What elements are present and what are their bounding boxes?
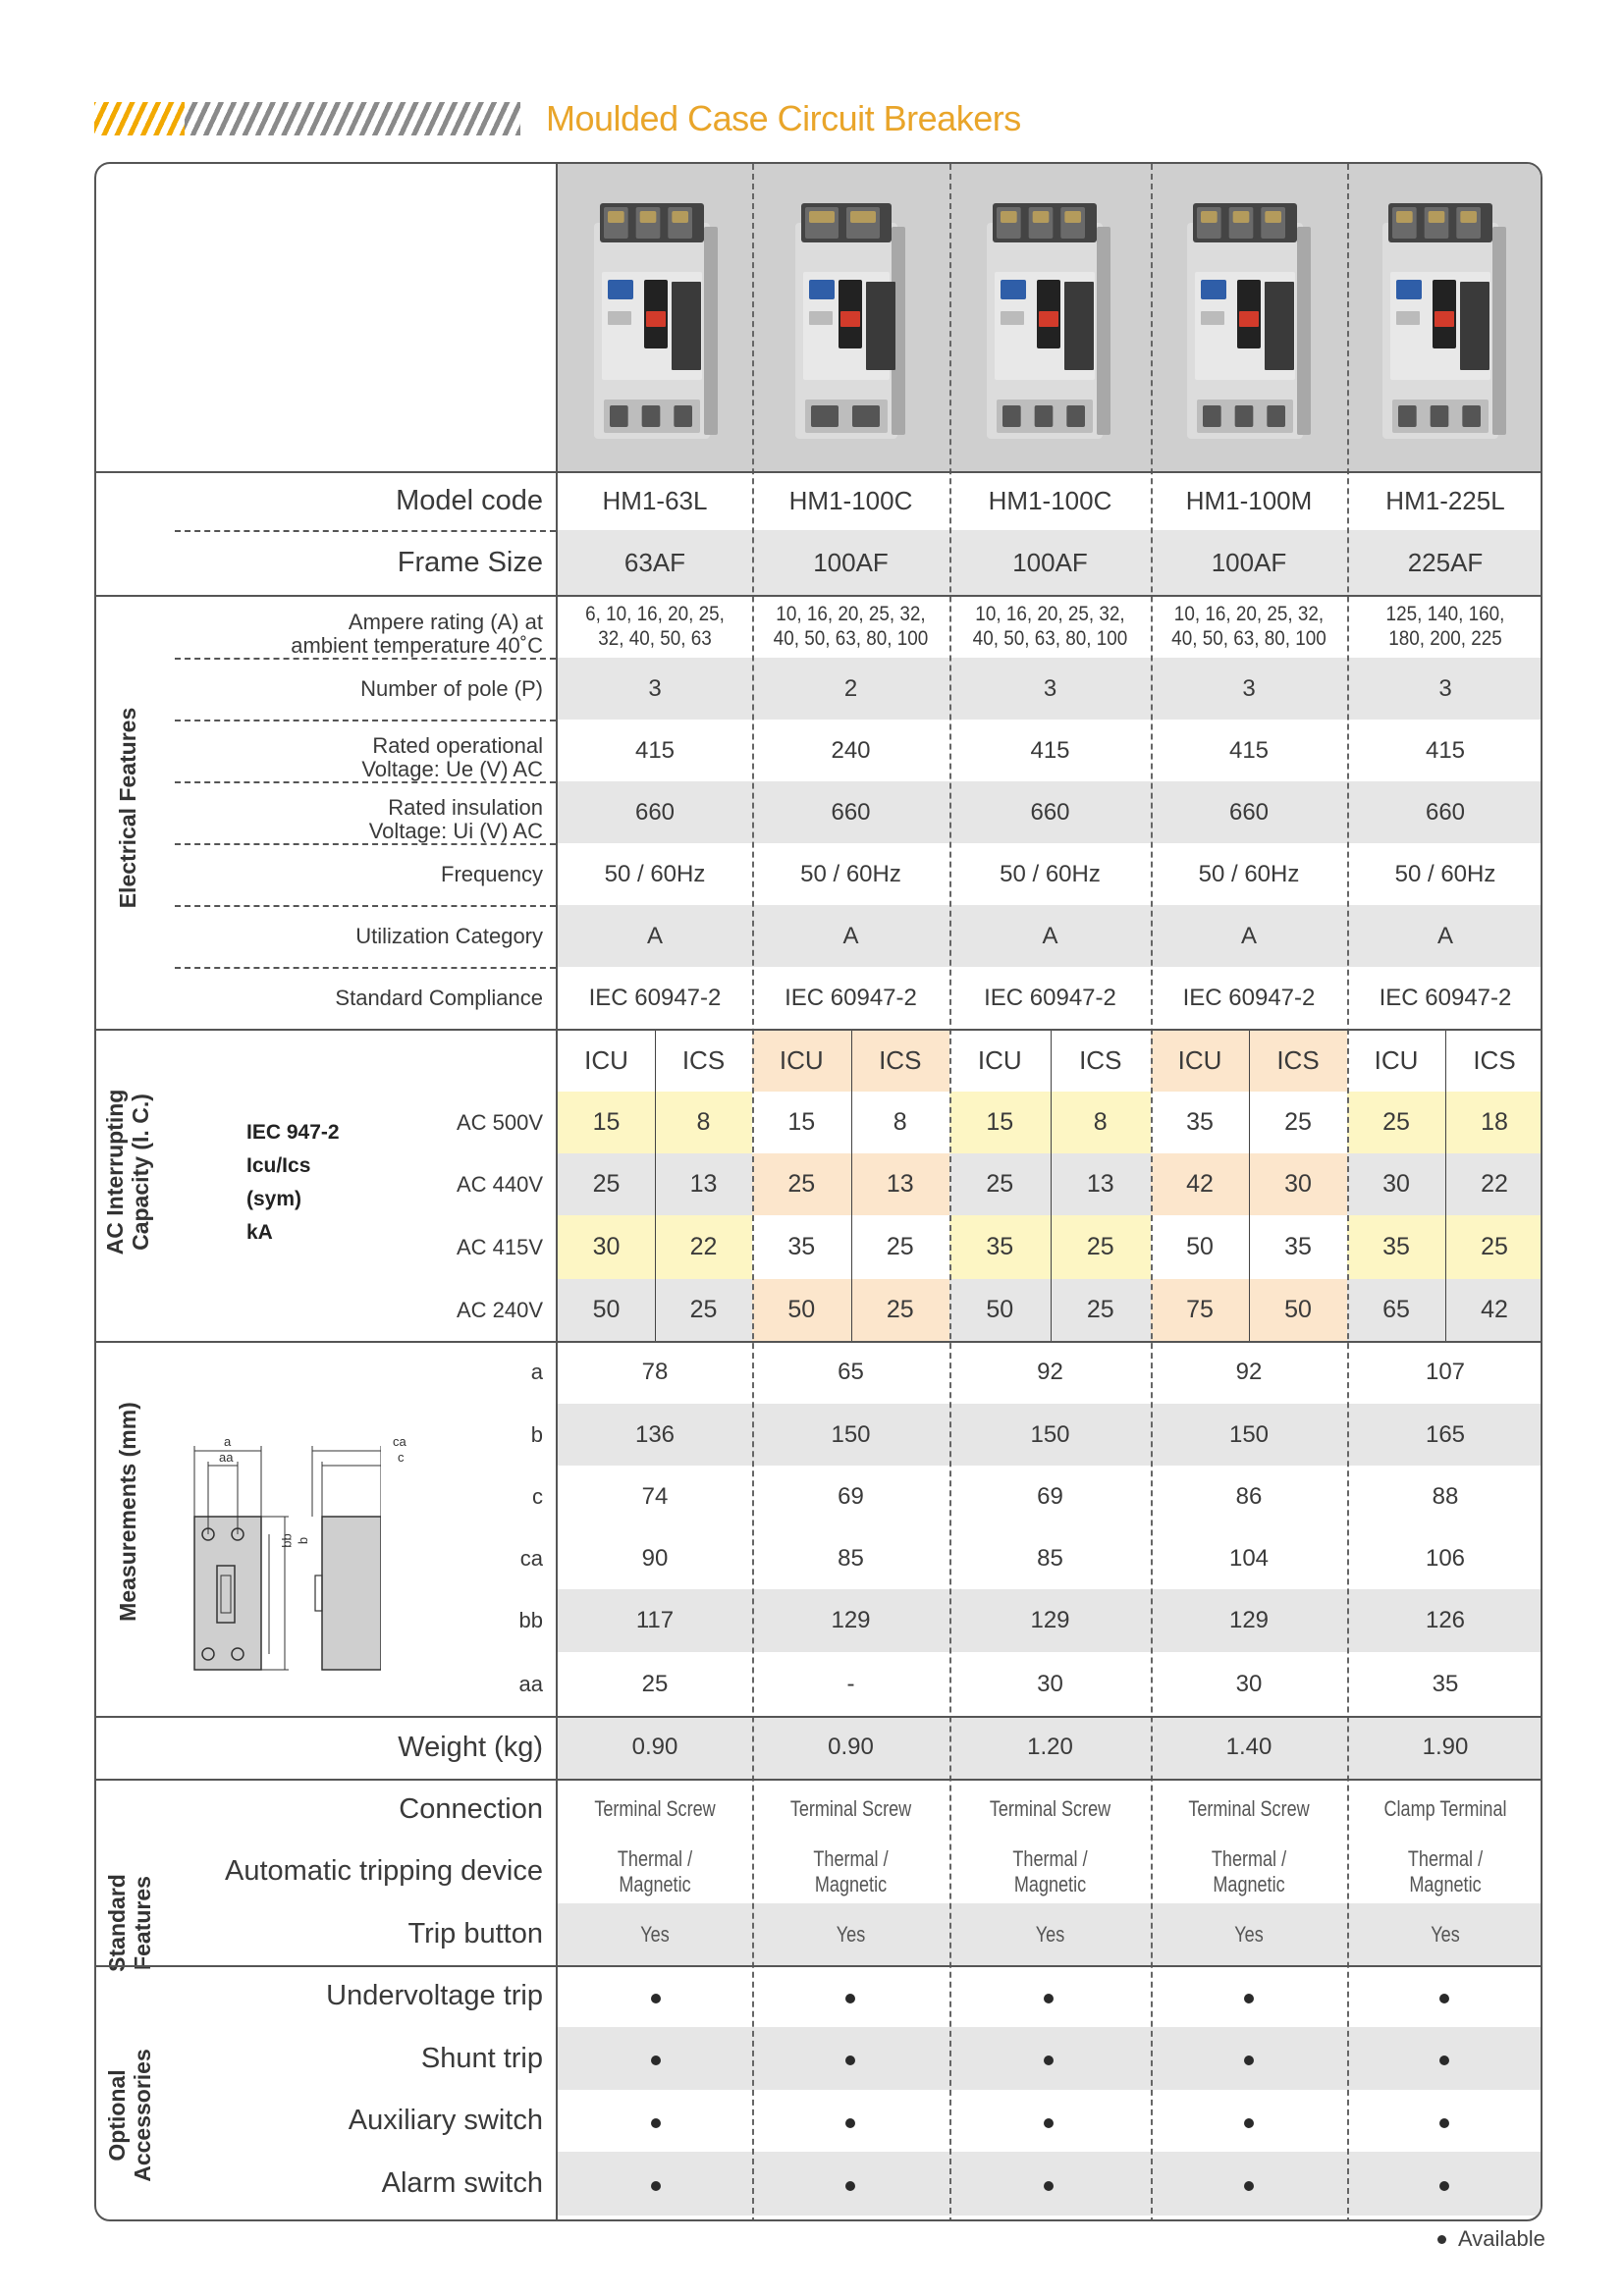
section-standard-features: Standard Features	[104, 1874, 155, 1972]
ca-value: 85	[838, 1544, 864, 1572]
ac415-ics-value: 25	[886, 1233, 914, 1260]
trip_button-label: Trip button	[407, 1918, 543, 1949]
ac240-icu-value: 75	[1186, 1296, 1214, 1323]
poles-value: 3	[1242, 674, 1256, 702]
available-bullet-icon	[1044, 1994, 1054, 2003]
ca-label: ca	[519, 1545, 543, 1571]
bb-value: 129	[1228, 1607, 1270, 1633]
ac500-label: AC 500V	[456, 1109, 543, 1135]
dimension-diagram	[175, 1418, 381, 1674]
connection-value: Terminal Screw	[989, 1796, 1111, 1821]
ampere-value: 10, 16, 20, 25, 32, 40, 50, 63, 80, 100	[972, 603, 1128, 650]
available-bullet-icon	[845, 2181, 855, 2191]
breaker-image-4	[1382, 203, 1506, 449]
icu-header: ICU	[584, 1044, 628, 1075]
diagram-label-ca: ca	[393, 1434, 406, 1449]
freq-label: Frequency	[441, 861, 543, 886]
bb-value: 126	[1425, 1607, 1466, 1633]
ac500-icu-value: 35	[1186, 1108, 1214, 1136]
ue-label: Rated operational Voltage: Ue (V) AC	[361, 733, 543, 781]
ac500-icu-value: 15	[592, 1108, 621, 1136]
poles-label: Number of pole (P)	[360, 675, 543, 701]
ac500-ics-value: 25	[1284, 1108, 1312, 1136]
poles-value: 3	[648, 674, 662, 702]
poles-value: 3	[1043, 674, 1057, 702]
c-value: 86	[1235, 1482, 1263, 1510]
std-value: IEC 60947-2	[1379, 984, 1512, 1011]
util-value: A	[1042, 922, 1058, 949]
weight-value: 0.90	[828, 1734, 874, 1760]
icu-ics-divider	[655, 1029, 656, 1341]
aa-value: -	[846, 1670, 855, 1697]
model-value: HM1-100C	[788, 485, 913, 515]
ac440-ics-value: 30	[1284, 1170, 1312, 1198]
trip_button-value: Yes	[640, 1921, 670, 1947]
ca-value: 106	[1425, 1544, 1466, 1572]
ac415-ics-value: 25	[1086, 1233, 1114, 1260]
available-bullet-icon	[845, 1994, 855, 2003]
section-electrical-features: Electrical Features	[115, 707, 140, 909]
section-optional-accessories: Optional Accessories	[104, 2049, 155, 2182]
available-bullet-icon	[1044, 2056, 1054, 2065]
row-separator	[175, 720, 556, 721]
row-separator	[175, 530, 556, 532]
ac440-label: AC 440V	[456, 1171, 543, 1197]
undervoltage-label: Undervoltage trip	[326, 1980, 543, 2011]
connection-value: Terminal Screw	[1188, 1796, 1310, 1821]
breaker-image-2	[987, 203, 1110, 449]
ampere-value: 6, 10, 16, 20, 25, 32, 40, 50, 63	[585, 603, 725, 650]
diagram-label-b: b	[296, 1536, 311, 1545]
header-stripes	[94, 102, 520, 135]
ac415-icu-value: 50	[1186, 1233, 1214, 1260]
ac440-icu-value: 25	[986, 1170, 1014, 1198]
icu-ics-divider	[1051, 1029, 1052, 1341]
ac240-icu-value: 50	[787, 1296, 816, 1323]
ue-value: 415	[1030, 736, 1070, 764]
std-value: IEC 60947-2	[588, 984, 722, 1011]
tripping-value: Thermal / Magnetic	[617, 1845, 693, 1896]
std-value: IEC 60947-2	[984, 984, 1116, 1011]
ue-value: 415	[634, 736, 676, 764]
util-value: A	[646, 922, 663, 949]
ac415-ics-value: 25	[1481, 1233, 1508, 1260]
util-value: A	[1240, 922, 1257, 949]
bullet-icon	[1437, 2235, 1446, 2244]
available-bullet-icon	[1244, 1994, 1254, 2003]
c-value: 74	[641, 1482, 669, 1510]
ca-value: 85	[1037, 1544, 1063, 1572]
iec-note: IEC 947-2 Icu/Ics (sym) kA	[246, 1121, 340, 1244]
util-value: A	[842, 922, 859, 949]
util-label: Utilization Category	[355, 923, 543, 948]
ac440-ics-value: 22	[1481, 1170, 1508, 1198]
aa-value: 30	[1235, 1670, 1263, 1697]
c-value: 69	[838, 1482, 864, 1510]
available-bullet-icon	[651, 1994, 661, 2003]
section-separator	[96, 1341, 1543, 1343]
section-separator	[96, 1779, 1543, 1781]
ampere-value: 10, 16, 20, 25, 32, 40, 50, 63, 80, 100	[1171, 603, 1326, 650]
available-bullet-icon	[1439, 2181, 1449, 2191]
diagram-label-a: a	[224, 1434, 232, 1449]
connection-label: Connection	[399, 1792, 543, 1825]
spec-table	[94, 162, 1543, 2221]
ac240-ics-value: 25	[886, 1296, 914, 1323]
util-value: A	[1436, 922, 1453, 949]
ac240-ics-value: 50	[1284, 1296, 1312, 1323]
ac500-ics-value: 8	[1093, 1108, 1108, 1136]
section-ac-interrupting: AC Interrupting Capacity (I. C.)	[102, 1089, 153, 1255]
ac440-icu-value: 25	[592, 1170, 621, 1198]
row-separator	[175, 843, 556, 845]
breaker-image-3	[1187, 203, 1311, 449]
ics-header: ICS	[1473, 1044, 1516, 1075]
legend-label: Available	[1458, 2226, 1545, 2251]
ac415-icu-value: 35	[787, 1233, 816, 1260]
breaker-image-1	[795, 203, 905, 449]
available-bullet-icon	[651, 2056, 661, 2065]
icu-header: ICU	[977, 1044, 1022, 1075]
section-separator	[96, 1965, 1543, 1967]
freq-value: 50 / 60Hz	[604, 860, 706, 887]
available-bullet-icon	[1044, 2181, 1054, 2191]
frame-value: 225AF	[1407, 547, 1484, 577]
icu-ics-divider	[851, 1029, 852, 1341]
aa-label: aa	[518, 1671, 543, 1696]
ac415-icu-value: 35	[1382, 1233, 1410, 1260]
tripping-value: Thermal / Magnetic	[1407, 1845, 1484, 1896]
shunt-label: Shunt trip	[420, 2042, 543, 2074]
available-bullet-icon	[651, 2181, 661, 2191]
ac240-label: AC 240V	[456, 1297, 543, 1322]
ui-value: 660	[1425, 798, 1466, 826]
model-value: HM1-100C	[988, 485, 1112, 515]
row-separator	[175, 658, 556, 660]
ac440-ics-value: 13	[689, 1170, 718, 1198]
ac500-ics-value: 18	[1481, 1108, 1508, 1136]
row-separator	[175, 967, 556, 969]
trip_button-value: Yes	[1234, 1921, 1264, 1947]
frame-value: 100AF	[1211, 547, 1287, 577]
breaker-image-0	[594, 203, 718, 449]
b-label: b	[530, 1421, 543, 1447]
ac240-icu-value: 50	[986, 1296, 1014, 1323]
bb-value: 129	[1030, 1607, 1070, 1633]
ac440-icu-value: 42	[1186, 1170, 1214, 1198]
frame-label: Frame Size	[397, 546, 543, 578]
ac500-icu-value: 15	[787, 1108, 816, 1136]
a-value: 92	[1235, 1359, 1263, 1385]
b-value: 150	[1030, 1420, 1070, 1448]
ac240-ics-value: 42	[1481, 1296, 1508, 1323]
tripping-label: Automatic tripping device	[225, 1855, 543, 1887]
ca-value: 90	[641, 1544, 669, 1572]
connection-value: Terminal Screw	[594, 1796, 716, 1821]
ac240-icu-value: 65	[1382, 1296, 1410, 1323]
weight-label: Weight (kg)	[398, 1731, 543, 1763]
section-separator	[96, 1716, 1543, 1718]
ue-value: 415	[1228, 736, 1270, 764]
b-value: 150	[831, 1420, 871, 1448]
ics-header: ICS	[879, 1044, 922, 1075]
ac500-icu-value: 25	[1382, 1108, 1410, 1136]
a-label: a	[530, 1360, 543, 1384]
connection-value: Clamp Terminal	[1383, 1796, 1507, 1821]
frame-value: 100AF	[1012, 547, 1088, 577]
aa-value: 30	[1037, 1670, 1063, 1697]
diagram-label-bb: bb	[279, 1533, 295, 1548]
ac500-icu-value: 15	[986, 1108, 1014, 1136]
weight-value: 1.40	[1225, 1734, 1272, 1760]
row-separator	[175, 781, 556, 783]
diagram-label-aa: aa	[219, 1450, 234, 1465]
available-bullet-icon	[1044, 2118, 1054, 2128]
a-value: 78	[641, 1359, 669, 1385]
ac500-ics-value: 8	[893, 1108, 907, 1136]
legend-available	[1437, 2226, 1545, 2252]
b-value: 165	[1425, 1420, 1466, 1448]
connection-value: Terminal Screw	[789, 1796, 912, 1821]
section-separator	[96, 1029, 1543, 1031]
std-value: IEC 60947-2	[785, 984, 917, 1011]
available-bullet-icon	[1439, 2118, 1449, 2128]
tripping-value: Thermal / Magnetic	[1211, 1845, 1287, 1896]
ics-header: ICS	[1276, 1044, 1320, 1075]
trip_button-value: Yes	[1035, 1921, 1065, 1947]
row-separator	[302, 1279, 556, 1281]
ac415-ics-value: 22	[689, 1233, 718, 1260]
auxiliary-label: Auxiliary switch	[348, 2105, 543, 2136]
ac440-icu-value: 30	[1382, 1170, 1410, 1198]
ui-label: Rated insulation Voltage: Ui (V) AC	[368, 795, 543, 843]
model-label: Model code	[396, 484, 543, 516]
a-value: 107	[1425, 1359, 1466, 1385]
model-value: HM1-225L	[1385, 485, 1505, 515]
frame-value: 63AF	[623, 547, 686, 577]
section-separator	[96, 595, 1543, 597]
ac415-icu-value: 30	[592, 1233, 621, 1260]
ui-value: 660	[634, 798, 676, 826]
bb-value: 117	[635, 1607, 675, 1633]
weight-value: 0.90	[631, 1734, 678, 1760]
c-value: 69	[1037, 1482, 1063, 1510]
c-label: c	[532, 1483, 543, 1509]
ac415-icu-value: 35	[986, 1233, 1014, 1260]
poles-value: 2	[843, 674, 858, 702]
a-value: 92	[1037, 1359, 1063, 1385]
icu-header: ICU	[1177, 1044, 1222, 1075]
frame-value: 100AF	[813, 547, 889, 577]
available-bullet-icon	[1244, 2056, 1254, 2065]
ca-value: 104	[1228, 1544, 1270, 1572]
bb-label: bb	[518, 1608, 543, 1632]
trip_button-value: Yes	[836, 1921, 866, 1947]
weight-value: 1.20	[1027, 1734, 1073, 1760]
alarm-label: Alarm switch	[381, 2167, 543, 2199]
ui-value: 660	[1228, 798, 1270, 826]
model-value: HM1-63L	[602, 485, 708, 515]
available-bullet-icon	[845, 2056, 855, 2065]
ue-value: 415	[1425, 736, 1466, 764]
ac240-ics-value: 25	[1086, 1296, 1114, 1323]
tripping-value: Thermal / Magnetic	[1012, 1845, 1088, 1896]
std-label: Standard Compliance	[335, 985, 543, 1010]
available-bullet-icon	[1439, 2056, 1449, 2065]
ac440-ics-value: 13	[1086, 1170, 1114, 1198]
ui-value: 660	[1030, 798, 1070, 826]
available-bullet-icon	[1439, 1994, 1449, 2003]
icu-ics-divider	[1249, 1029, 1250, 1341]
row-separator	[175, 905, 556, 907]
bb-value: 129	[831, 1607, 871, 1633]
aa-value: 35	[1432, 1670, 1459, 1697]
ac240-icu-value: 50	[592, 1296, 621, 1323]
ac415-label: AC 415V	[456, 1234, 543, 1259]
page-title: Moulded Case Circuit Breakers	[546, 98, 1021, 138]
ac440-ics-value: 13	[886, 1170, 914, 1198]
tripping-value: Thermal / Magnetic	[813, 1845, 889, 1896]
a-value: 65	[838, 1359, 864, 1385]
available-bullet-icon	[845, 2118, 855, 2128]
ics-header: ICS	[1079, 1044, 1122, 1075]
icu-header: ICU	[779, 1044, 824, 1075]
available-bullet-icon	[651, 2118, 661, 2128]
ac415-ics-value: 35	[1284, 1233, 1312, 1260]
section-separator	[96, 471, 1543, 473]
ampere-value: 125, 140, 160, 180, 200, 225	[1385, 603, 1505, 650]
ampere-value: 10, 16, 20, 25, 32, 40, 50, 63, 80, 100	[773, 603, 929, 650]
freq-value: 50 / 60Hz	[1000, 860, 1101, 887]
icu-ics-divider	[1445, 1029, 1446, 1341]
freq-value: 50 / 60Hz	[1394, 860, 1496, 887]
available-bullet-icon	[1244, 2118, 1254, 2128]
diagram-label-c: c	[398, 1450, 405, 1465]
ac440-icu-value: 25	[787, 1170, 816, 1198]
ac240-ics-value: 25	[689, 1296, 718, 1323]
icu-header: ICU	[1374, 1044, 1419, 1075]
b-value: 150	[1228, 1420, 1270, 1448]
ui-value: 660	[831, 798, 871, 826]
row-separator	[302, 1153, 556, 1155]
section-measurements: Measurements (mm)	[115, 1402, 140, 1622]
ics-header: ICS	[681, 1044, 726, 1075]
available-bullet-icon	[1244, 2181, 1254, 2191]
std-value: IEC 60947-2	[1182, 984, 1316, 1011]
ue-value: 240	[831, 736, 871, 764]
aa-value: 25	[641, 1670, 669, 1697]
b-value: 136	[634, 1420, 676, 1448]
freq-value: 50 / 60Hz	[800, 860, 901, 887]
trip_button-value: Yes	[1431, 1921, 1460, 1947]
freq-value: 50 / 60Hz	[1198, 860, 1300, 887]
c-value: 88	[1432, 1482, 1459, 1510]
row-separator	[302, 1215, 556, 1217]
model-value: HM1-100M	[1185, 485, 1313, 515]
weight-value: 1.90	[1422, 1734, 1469, 1760]
ampere-label: Ampere rating (A) at ambient temperature 40˚C	[291, 610, 543, 658]
poles-value: 3	[1438, 674, 1452, 702]
ac500-ics-value: 8	[696, 1108, 711, 1136]
